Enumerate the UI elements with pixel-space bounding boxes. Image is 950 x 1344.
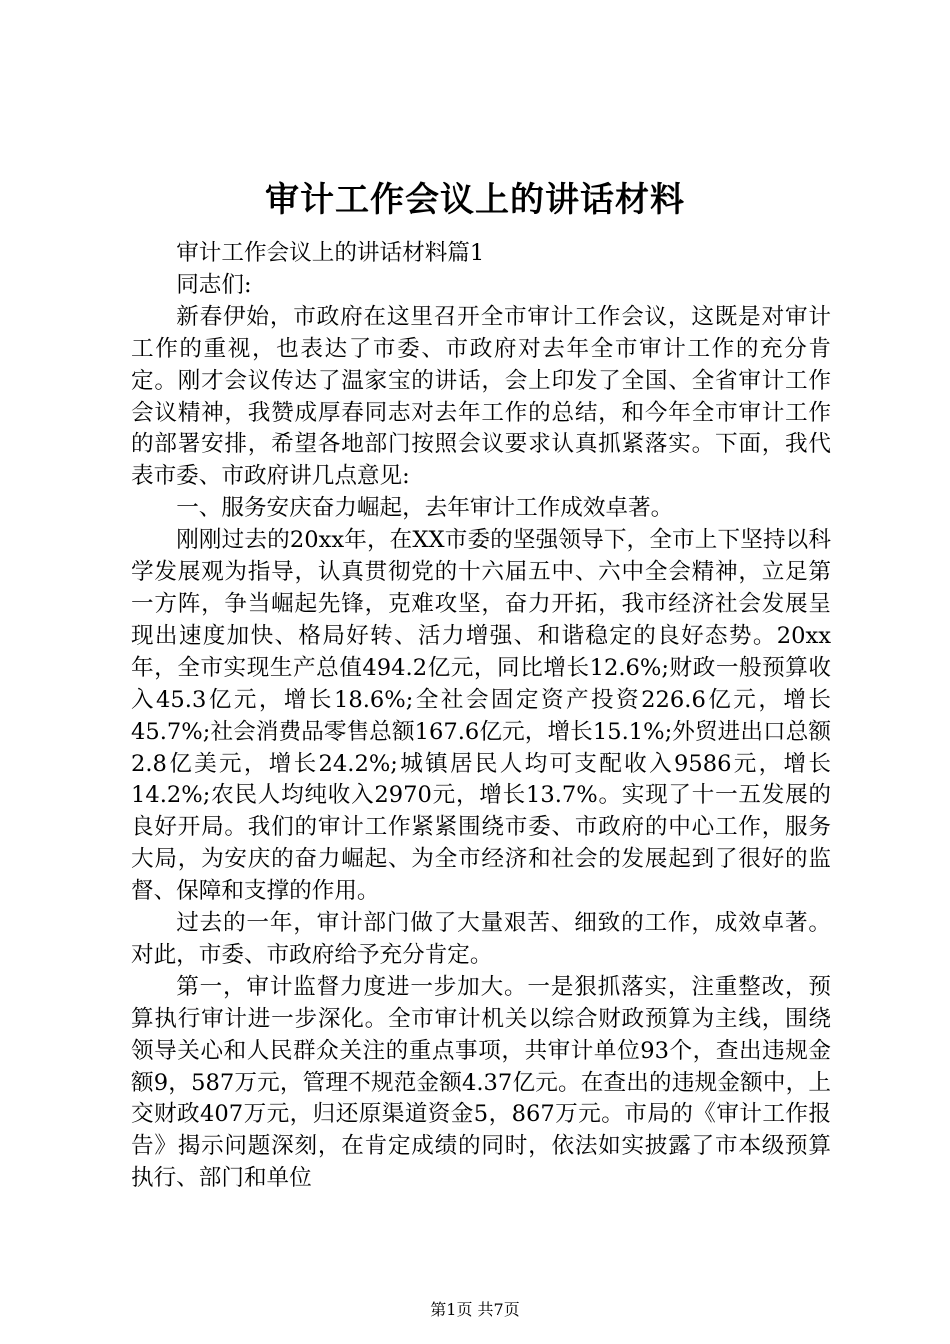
paragraph-intro: 新春伊始，市政府在这里召开全市审计工作会议，这既是对审计工作的重视，也表达了市委、市政府对去年全市审计工作的充分肯定。刚才会议传达了温家宝的讲话，会上印发了全国、全省审计工作会议精神，我赞成厚春同志对去年工作的总结，和今年全市审计工作的部署安排，希望各地部门按照会议要求认真抓紧落实。下面，我代表市委、市政府讲几点意见: [131, 303, 831, 490]
page-number-footer: 第1页 共7页 [430, 1300, 520, 1319]
document-body [131, 238, 831, 1195]
paragraph-salutation: 同志们: [176, 271, 252, 298]
paragraph-section-heading: 一、服务安庆奋力崛起，去年审计工作成效卓著。 [176, 495, 674, 522]
paragraph-audit-first: 第一，审计监督力度进一步加大。一是狠抓落实，注重整改，预算执行审计进一步深化。全市审计机关以综合财政预算为主线，围绕领导关心和人民群众关注的重点事项，共审计单位93个，查出违规金额9，587万元，管理不规范金额4.37亿元。在查出的违规金额中，上交财政407万元，归还原渠道资金5，867万元。市局的《审计工作报告》揭示问题深刻，在肯定成绩的同时，依法如实披露了市本级预算执行、部门和单位 [131, 973, 831, 1192]
document-title: 审计工作会议上的讲话材料 [265, 180, 685, 220]
paragraph-audit-summary: 过去的一年，审计部门做了大量艰苦、细致的工作，成效卓著。对此，市委、市政府给予充分肯定。 [131, 910, 831, 968]
paragraph-heading: 审计工作会议上的讲话材料篇1 [176, 240, 485, 266]
paragraph-economic-review: 刚刚过去的20xx年，在XX市委的坚强领导下，全市上下坚持以科学发展观为指导，认真贯彻党的十六届五中、六中全会精神，立足第一方阵，争当崛起先锋，克难攻坚，奋力开拓，我市经济社会发展呈现出速度加快、格局好转、活力增强、和谐稳定的良好态势。20xx年，全市实现生产总值494.2亿元，同比增长12.6%;财政一般预算收入45.3亿元，增长18.6%;全社会固定资产投资226.6亿元，增长45.7%;社会消费品零售总额167.6亿元，增长15.1%;外贸进出口总额2.8亿美元，增长24.2%;城镇居民人均可支配收入9586元，增长14.2%;农民人均纯收入2970元，增长13.7%。实现了十一五发展的良好开局。我们的审计工作紧紧围绕市委、市政府的中心工作，服务大局，为安庆的奋力崛起、为全市经济和社会的发展起到了很好的监督、保障和支撑的作用。 [131, 527, 831, 905]
